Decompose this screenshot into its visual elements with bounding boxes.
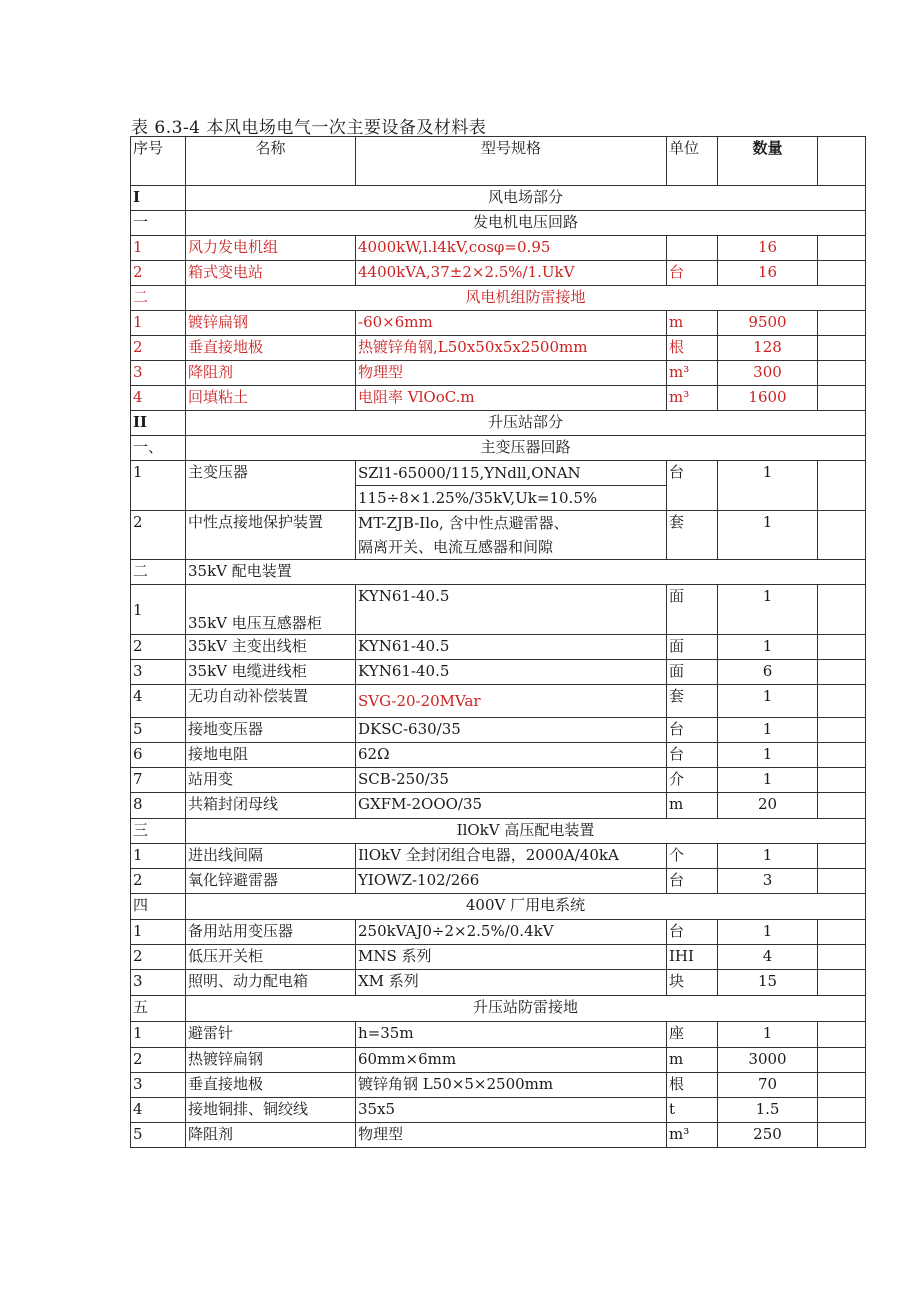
- table-row: [131, 718, 866, 743]
- row-unit: 介: [667, 768, 718, 793]
- row-name: 35kV 电缆进线柜: [186, 660, 356, 685]
- row-no: 6: [131, 743, 186, 768]
- equipment-table: [130, 136, 866, 1148]
- row-unit: 套: [667, 685, 718, 718]
- row-unit: 套: [667, 511, 718, 560]
- row-no: 1: [131, 1022, 186, 1048]
- row-qty: 1: [718, 685, 818, 718]
- row-no: 1: [131, 311, 186, 336]
- row-qty: 1: [718, 585, 818, 635]
- row-model: SVG-20-20MVar: [356, 685, 667, 718]
- row-extra: [818, 1022, 866, 1048]
- row-model-line: MT-ZJB-Ilo, 含中性点避雷器、: [358, 514, 569, 532]
- row-unit: 根: [667, 1073, 718, 1098]
- row-no: 7: [131, 768, 186, 793]
- header-model: 型号规格: [356, 137, 667, 186]
- row-unit: m: [667, 1048, 718, 1073]
- row-name: 回填粘土: [186, 386, 356, 411]
- row-qty: 16: [718, 236, 818, 261]
- row-model: 4000kW,l.l4kV,cosφ=0.95: [356, 236, 667, 261]
- row-name: 35kV 电压互感器柜: [186, 585, 356, 635]
- row-extra: [818, 920, 866, 945]
- row-qty: 3: [718, 869, 818, 894]
- row-model: 60mm×6mm: [356, 1048, 667, 1073]
- row-extra: [818, 768, 866, 793]
- row-unit: 台: [667, 743, 718, 768]
- table-row: [131, 1098, 866, 1123]
- row-model: [356, 511, 667, 560]
- row-name: 接地铜排、铜绞线: [186, 1098, 356, 1123]
- row-no: 3: [131, 970, 186, 996]
- row-unit: m³: [667, 386, 718, 411]
- row-no: 5: [131, 718, 186, 743]
- row-extra: [818, 511, 866, 560]
- row-name: 共箱封闭母线: [186, 793, 356, 819]
- header-extra: [818, 137, 866, 186]
- row-name: 备用站用变压器: [186, 920, 356, 945]
- row-name: 降阻剂: [186, 361, 356, 386]
- table-row: [131, 1073, 866, 1098]
- section-title: 升压站防雷接地: [186, 996, 866, 1022]
- row-name: 进出线间隔: [186, 844, 356, 869]
- row-unit: 台: [667, 261, 718, 286]
- row-qty: 4: [718, 945, 818, 970]
- table-caption: 表 6.3-4 本风电场电气一次主要设备及材料表: [131, 118, 487, 138]
- header-row: [131, 137, 866, 186]
- row-model: 热镀锌角钢,L50x50x5x2500mm: [356, 336, 667, 361]
- row-model: KYN61-40.5: [356, 585, 667, 635]
- row-unit: m³: [667, 1123, 718, 1148]
- row-extra: [818, 660, 866, 685]
- table-row: [131, 386, 866, 411]
- row-qty: 1: [718, 768, 818, 793]
- row-extra: [818, 685, 866, 718]
- row-extra: [818, 945, 866, 970]
- section-no: 二: [131, 286, 186, 311]
- table-row: [131, 311, 866, 336]
- row-model: KYN61-40.5: [356, 660, 667, 685]
- section-no: 五: [131, 996, 186, 1022]
- part-title: 升压站部分: [186, 411, 866, 436]
- row-extra: [818, 585, 866, 635]
- row-model: YIOWZ-102/266: [356, 869, 667, 894]
- row-model: XM 系列: [356, 970, 667, 996]
- part-title: 风电场部分: [186, 186, 866, 211]
- section-title: 发电机电压回路: [186, 211, 866, 236]
- part-no: II: [131, 411, 186, 436]
- section-row: [131, 996, 866, 1022]
- row-name: 照明、动力配电箱: [186, 970, 356, 996]
- row-extra: [818, 970, 866, 996]
- row-no: 3: [131, 660, 186, 685]
- row-name: 氧化锌避雷器: [186, 869, 356, 894]
- row-unit: t: [667, 1098, 718, 1123]
- row-unit: 台: [667, 920, 718, 945]
- row-extra: [818, 1098, 866, 1123]
- row-model: GXFM-2OOO/35: [356, 793, 667, 819]
- table-row: [131, 844, 866, 869]
- row-model: SCB-250/35: [356, 768, 667, 793]
- table-row: [131, 793, 866, 819]
- row-model: 镀锌角钢 L50×5×2500mm: [356, 1073, 667, 1098]
- row-extra: [818, 718, 866, 743]
- row-qty: 1: [718, 718, 818, 743]
- row-no: 2: [131, 1048, 186, 1073]
- row-qty: 1: [718, 635, 818, 660]
- row-name: 避雷针: [186, 1022, 356, 1048]
- section-row: [131, 894, 866, 920]
- row-name: 镀锌扁钢: [186, 311, 356, 336]
- row-unit: 面: [667, 635, 718, 660]
- part-row: [131, 411, 866, 436]
- row-name: 降阻剂: [186, 1123, 356, 1148]
- table-row: [131, 660, 866, 685]
- row-name: 接地变压器: [186, 718, 356, 743]
- row-unit: 台: [667, 718, 718, 743]
- table-row: [131, 768, 866, 793]
- row-no: 4: [131, 685, 186, 718]
- row-model: 35x5: [356, 1098, 667, 1123]
- section-no: 三: [131, 819, 186, 844]
- row-no: 4: [131, 1098, 186, 1123]
- table-row: [131, 685, 866, 718]
- row-unit: m³: [667, 361, 718, 386]
- table-row: [131, 585, 866, 635]
- row-no: 3: [131, 1073, 186, 1098]
- row-extra: [818, 844, 866, 869]
- row-qty: 128: [718, 336, 818, 361]
- row-qty: 6: [718, 660, 818, 685]
- row-qty: 1: [718, 461, 818, 511]
- row-no: 3: [131, 361, 186, 386]
- section-title: 主变压器回路: [186, 436, 866, 461]
- row-model: KYN61-40.5: [356, 635, 667, 660]
- row-unit: 台: [667, 461, 718, 511]
- section-no: 一、: [131, 436, 186, 461]
- row-model-line: 115÷8×1.25%/35kV,Uk=10.5%: [358, 489, 598, 507]
- row-unit: 座: [667, 1022, 718, 1048]
- row-model: h=35m: [356, 1022, 667, 1048]
- row-qty: 15: [718, 970, 818, 996]
- row-name: 无功自动补偿装置: [186, 685, 356, 718]
- row-extra: [818, 635, 866, 660]
- table-row: [131, 1123, 866, 1148]
- row-name: 中性点接地保护装置: [186, 511, 356, 560]
- table-row: [131, 635, 866, 660]
- row-no: 2: [131, 261, 186, 286]
- row-name: 垂直接地极: [186, 1073, 356, 1098]
- row-model: 物理型: [356, 361, 667, 386]
- row-unit: m: [667, 311, 718, 336]
- row-extra: [818, 311, 866, 336]
- row-name: 35kV 主变出线柜: [186, 635, 356, 660]
- row-extra: [818, 386, 866, 411]
- header-qty: 数量: [718, 137, 818, 186]
- row-model: 物理型: [356, 1123, 667, 1148]
- row-unit: 个: [667, 844, 718, 869]
- section-row: [131, 211, 866, 236]
- section-title: 400V 厂用电系统: [186, 894, 866, 920]
- section-row: [131, 286, 866, 311]
- row-no: 1: [131, 461, 186, 511]
- table-row: [131, 261, 866, 286]
- row-name: 低压开关柜: [186, 945, 356, 970]
- row-no: 1: [131, 236, 186, 261]
- row-no: 8: [131, 793, 186, 819]
- row-model: 62Ω: [356, 743, 667, 768]
- row-qty: 1: [718, 743, 818, 768]
- row-extra: [818, 869, 866, 894]
- row-model: [356, 461, 667, 511]
- row-model: IlOkV 全封闭组合电器，2000A/40kA: [356, 844, 667, 869]
- section-no: 四: [131, 894, 186, 920]
- row-qty: 1: [718, 844, 818, 869]
- table-row: [131, 920, 866, 945]
- row-unit: 面: [667, 585, 718, 635]
- row-qty: 20: [718, 793, 818, 819]
- row-unit: 块: [667, 970, 718, 996]
- row-qty: 1.5: [718, 1098, 818, 1123]
- row-no: 2: [131, 511, 186, 560]
- table-row: [131, 869, 866, 894]
- row-model: 4400kVA,37±2×2.5%/1.UkV: [356, 261, 667, 286]
- row-extra: [818, 793, 866, 819]
- table-row: [131, 461, 866, 511]
- row-extra: [818, 1073, 866, 1098]
- row-name: 主变压器: [186, 461, 356, 511]
- row-name: 垂直接地极: [186, 336, 356, 361]
- part-row: [131, 186, 866, 211]
- row-no: 1: [131, 920, 186, 945]
- row-name: 热镀锌扁钢: [186, 1048, 356, 1073]
- row-model: MNS 系列: [356, 945, 667, 970]
- row-qty: 1600: [718, 386, 818, 411]
- row-no: 2: [131, 869, 186, 894]
- row-unit: m: [667, 793, 718, 819]
- row-model: -60×6mm: [356, 311, 667, 336]
- row-no: 1: [131, 844, 186, 869]
- header-name: 名称: [186, 137, 356, 186]
- row-qty: 9500: [718, 311, 818, 336]
- row-qty: 1: [718, 511, 818, 560]
- row-qty: 300: [718, 361, 818, 386]
- section-no: 二: [131, 560, 186, 585]
- row-name: 站用变: [186, 768, 356, 793]
- table-row: [131, 945, 866, 970]
- row-extra: [818, 261, 866, 286]
- section-row: [131, 560, 866, 585]
- row-no: 4: [131, 386, 186, 411]
- row-no: 2: [131, 635, 186, 660]
- part-no: I: [131, 186, 186, 211]
- table-row: [131, 361, 866, 386]
- table-row: [131, 743, 866, 768]
- row-qty: 1: [718, 920, 818, 945]
- row-qty: 3000: [718, 1048, 818, 1073]
- row-qty: 250: [718, 1123, 818, 1148]
- row-qty: 70: [718, 1073, 818, 1098]
- row-no: 5: [131, 1123, 186, 1148]
- table-row: [131, 1022, 866, 1048]
- row-no: 2: [131, 336, 186, 361]
- table-row: [131, 236, 866, 261]
- row-extra: [818, 236, 866, 261]
- row-model-line: 隔离开关、电流互感器和间隙: [358, 538, 554, 556]
- table-row: [131, 970, 866, 996]
- row-extra: [818, 361, 866, 386]
- table-row: [131, 1048, 866, 1073]
- row-unit: 根: [667, 336, 718, 361]
- section-title: IlOkV 高压配电装置: [186, 819, 866, 844]
- row-qty: 1: [718, 1022, 818, 1048]
- row-unit: 面: [667, 660, 718, 685]
- row-model: 电阻率 VlOoC.m: [356, 386, 667, 411]
- section-row: [131, 436, 866, 461]
- row-qty: 16: [718, 261, 818, 286]
- row-model: DKSC-630/35: [356, 718, 667, 743]
- table-row: [131, 511, 866, 560]
- section-no: 一: [131, 211, 186, 236]
- row-extra: [818, 1048, 866, 1073]
- row-model: 250kVAJ0÷2×2.5%/0.4kV: [356, 920, 667, 945]
- row-unit: [667, 236, 718, 261]
- row-name: 风力发电机组: [186, 236, 356, 261]
- header-unit: 单位: [667, 137, 718, 186]
- section-title: 风电机组防雷接地: [186, 286, 866, 311]
- row-extra: [818, 461, 866, 511]
- row-name: 接地电阻: [186, 743, 356, 768]
- row-model-line: SZl1-65000/115,YNdll,ONAN: [356, 461, 666, 486]
- table-row: [131, 336, 866, 361]
- row-unit: 台: [667, 869, 718, 894]
- row-extra: [818, 336, 866, 361]
- row-no: 2: [131, 945, 186, 970]
- section-row: [131, 819, 866, 844]
- header-no: 序号: [131, 137, 186, 186]
- row-no: 1: [131, 585, 186, 635]
- row-unit: IHI: [667, 945, 718, 970]
- row-extra: [818, 1123, 866, 1148]
- section-title: 35kV 配电装置: [186, 560, 866, 585]
- row-name: 箱式变电站: [186, 261, 356, 286]
- row-extra: [818, 743, 866, 768]
